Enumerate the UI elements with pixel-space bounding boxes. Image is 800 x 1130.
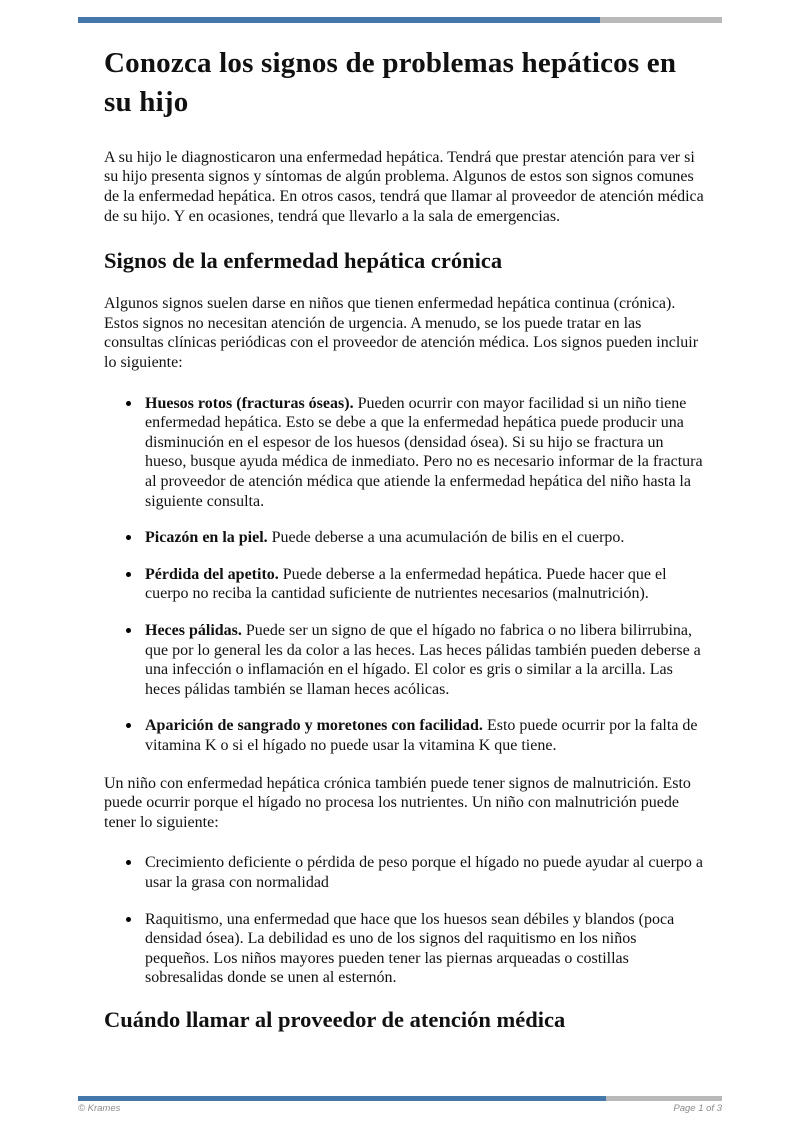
article-body [104, 44, 704, 1053]
section-lead-paragraph: Algunos signos suelen darse en niños que tienen enfermedad hepática continua (crónica). Estos signos no necesitan atención de urgencia. A menudo, se los puede tratar en las consultas clínicas periódicas con el proveedor de atención médica. Los signos pueden incluir lo siguiente: [104, 295, 699, 372]
bullet-icon [126, 723, 131, 728]
list-item-lead: Heces pálidas. [145, 621, 242, 639]
bullet-icon [126, 572, 131, 577]
malnutrition-signs-list [104, 853, 704, 988]
top-divider-rule [78, 17, 722, 23]
footer-copyright: © Krames [78, 1103, 121, 1114]
chronic-signs-list [104, 394, 704, 756]
bullet-icon [126, 860, 131, 865]
malnutrition-paragraph: Un niño con enfermedad hepática crónica también puede tener signos de malnutrición. Esto puede ocurrir porque el hígado no procesa los nutrientes. Un niño con malnutrición puede tener lo siguiente: [104, 774, 691, 831]
list-item [104, 716, 704, 755]
footer-divider-rule [78, 1096, 722, 1101]
list-item [104, 853, 704, 892]
section-heading-when-to-call: Cuándo llamar al proveedor de atención médica [104, 1006, 566, 1032]
bullet-icon [126, 917, 131, 922]
list-item [104, 528, 704, 548]
list-item-text: Crecimiento deficiente o pérdida de peso porque el hígado no puede ayudar al cuerpo a usar la grasa con normalidad [145, 854, 703, 891]
footer-divider-gray-segment [606, 1096, 722, 1101]
page-title: Conozca los signos de problemas hepáticos en su hijo [104, 47, 677, 119]
list-item [104, 565, 704, 604]
list-item-text: Puede deberse a una acumulación de bilis en el cuerpo. [267, 529, 625, 547]
list-item-lead: Huesos rotos (fracturas óseas). [145, 394, 354, 412]
list-item-lead: Pérdida del apetito. [145, 565, 279, 583]
bullet-icon [126, 535, 131, 540]
list-item [104, 394, 704, 512]
list-item [104, 910, 704, 988]
page-footer [78, 1103, 722, 1114]
list-item-text: Raquitismo, una enfermedad que hace que los huesos sean débiles y blandos (poca densidad ósea). La debilidad es uno de los signos del raquitismo en los niños pequeños. Los niños mayores pueden tener las piernas arqueadas o costillas sobresalidas donde se unen al esternón. [145, 910, 675, 987]
top-divider-blue-segment [78, 17, 600, 23]
intro-paragraph: A su hijo le diagnosticaron una enfermedad hepática. Tendrá que prestar atención para ver si su hijo presenta signos y síntomas de algún problema. Algunos de estos son signos comunes de la enfermedad hepática. En otros casos, tendrá que llamar al proveedor de atención médica de su hijo. Y en ocasiones, tendrá que llevarlo a la sala de emergencias. [104, 148, 704, 225]
section-heading-chronic-signs: Signos de la enfermedad hepática crónica [104, 248, 503, 274]
list-item-lead: Picazón en la piel. [145, 529, 268, 547]
list-item-text: Puede deberse a la enfermedad hepática. Puede hacer que el cuerpo no reciba la cantidad suficiente de nutrientes necesarios (malnutrición). [145, 565, 667, 603]
footer-divider-blue-segment [78, 1096, 606, 1101]
footer-page-indicator: Page 1 of 3 [673, 1103, 722, 1114]
bullet-icon [126, 401, 131, 406]
bullet-icon [126, 628, 131, 633]
list-item [104, 621, 704, 699]
list-item-text: Esto puede ocurrir por la falta de vitamina K o si el hígado no puede usar la vitamina K que tiene. [145, 717, 698, 754]
list-item-lead: Aparición de sangrado y moretones con facilidad. [145, 717, 483, 735]
list-item-text: Puede ser un signo de que el hígado no fabrica o no libera bilirrubina, que por lo general les da color a las heces. Las heces pálidas también pueden deberse a una infección o inflamación en el hígado. El color es gris o similar a la arcilla. Las heces pálidas también se llaman heces acólicas. [145, 621, 701, 698]
top-divider-gray-segment [600, 17, 722, 23]
list-item-text: Pueden ocurrir con mayor facilidad si un niño tiene enfermedad hepática. Esto se debe a que la enfermedad hepática puede producir una disminución en el espesor de los huesos (densidad ósea). Si su hijo se fractura un hueso, busque ayuda médica de inmediato. Pero no es necesario informar de la fractura al proveedor de atención médica que atiende la enfermedad hepática del niño hasta la siguiente consulta. [145, 394, 703, 510]
